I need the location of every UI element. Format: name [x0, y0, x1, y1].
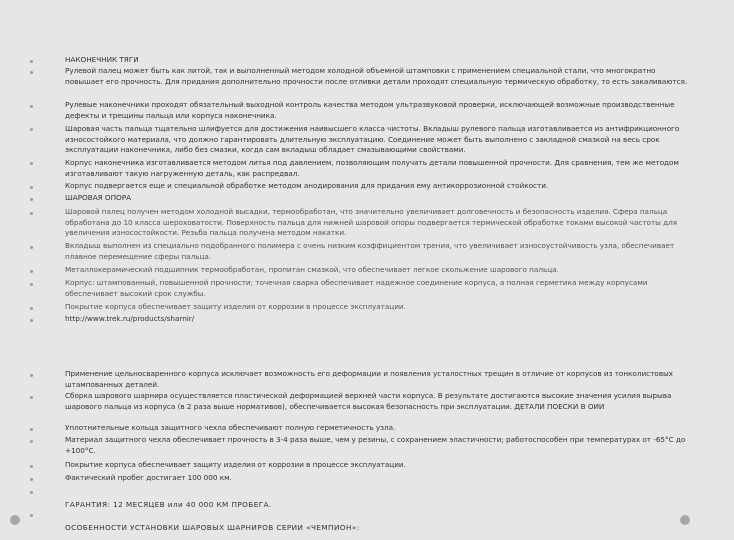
list-item: Корпус: штампованный, повышенной прочности; точечная сварка обеспечивает надежное соединение корпуса, а полная герметика между корпусами обеспечивает высокий срок службы.	[65, 278, 648, 298]
bullet	[30, 319, 33, 322]
bullet	[30, 283, 33, 286]
list-item: Шаровая часть пальца тщательно шлифуется для достижения наивысшего класса чистоты. Вкладыш рулевого пальца изготавливается из антифрикционного износостойкого материала, что должно гарантировать длительную эксплуатацию. Соединение может быть выполнено с закладной смазкой на весь срок эксплуатации наконечника, либо без смазки, когда сам вкладыш обладает смазывающими свойствами.	[65, 124, 680, 155]
list-item: ОСОБЕННОСТИ УСТАНОВКИ ШАРОВЫХ ШАРНИРОВ СЕРИИ «ЧЕМПИОН»:	[65, 523, 360, 532]
bullet	[30, 374, 33, 377]
bullet	[30, 465, 33, 468]
list-item: Корпус наконечника изготавливается методом литья под давлением, позволяющим получать детали повышенной прочности. Для сравнения, тем же методом изготавливают такую нагруженную деталь, как распредвал.	[65, 158, 679, 178]
list-item: ШАРОВАЯ ОПОРА	[65, 193, 132, 202]
bullet	[30, 162, 33, 165]
bullet	[30, 270, 33, 273]
bullet	[30, 440, 33, 443]
bullet	[30, 186, 33, 189]
bullet	[30, 514, 33, 517]
list-item: НАКОНЕЧНИК ТЯГИ	[65, 55, 139, 64]
bullet	[30, 105, 33, 108]
slide-dot-left	[10, 515, 20, 525]
list-item: Покрытие корпуса обеспечивает защиту изделия от коррозии в процессе эксплуатации.	[65, 460, 406, 469]
bullet	[30, 198, 33, 201]
list-item: http://www.trek.ru/products/sharnir/	[65, 314, 195, 323]
list-item: Рулевые наконечники проходят обязательный выходной контроль качества методом ультразвуковой проверки, исключающей возможные производственные дефекты и трещины пальца или корпуса наконечника.	[65, 100, 675, 120]
bullet	[30, 307, 33, 310]
bullet	[30, 428, 33, 431]
bullet	[30, 491, 33, 494]
list-item: Уплотнительные кольца защитного чехла обеспечивают полную герметичность узла.	[65, 423, 396, 432]
slide-dot-right	[680, 515, 690, 525]
list-item: Металлокерамический подшипник термообработан, пропитан смазкой, что обеспечивает легкое скольжение шарового пальца.	[65, 265, 559, 274]
list-item: Покрытие корпуса обеспечивает защиту изделия от коррозии в процессе эксплуатации.	[65, 302, 406, 311]
bullet	[30, 71, 33, 74]
list-item: Сборка шарового шарнира осуществляется пластической деформацией верхней части корпуса. В результате достигаются высокие значения усилия вырыва шарового пальца из корпуса (в 2 раза выше нормативов), обеспечивается высокая безопасность при эксплуатации. ДЕТАЛИ ПОЕСКИ В ОИИ	[65, 391, 672, 411]
list-item: Материал защитного чехла обеспечивает прочность в 3-4 раза выше, чем у резины, с сохранением эластичности; работоспособен при температурах от -65°С до +100°С.	[65, 435, 686, 455]
bullet	[30, 246, 33, 249]
list-item: Применение цельносваренного корпуса исключает возможность его деформации и появления усталостных трещин в отличие от корпусов из тонколистовых штампованных деталей.	[65, 369, 673, 389]
bullet	[30, 478, 33, 481]
bullet	[30, 60, 33, 63]
list-item: Рулевой палец может быть как литой, так и выполненный методом холодной объемной штамповки с применением специальной стали, что многократно повышает его прочность. Для придания дополнительно прочности после отливки детали проходят специальную термическую обработку, то есть закаливаются.	[65, 66, 688, 86]
bullet	[30, 212, 33, 215]
list-item: ГАРАНТИЯ: 12 МЕСЯЦЕВ или 40 000 КМ ПРОБЕГА.	[65, 500, 272, 509]
list-item: Вкладыш выполнен из специально подобранного полимера с очень низким коэффициентом трения, что увеличивает износоустойчивость узла, обеспечивает плавное перемещение сферы пальца.	[65, 241, 675, 261]
list-item: Шаровой палец получен методом холодной высадки, термообработан, что значительно увеличивает долговечность и безопасность изделия. Сфера пальца обработана до 10 класса шероховатости. Поверхность пальца для нижней шаровой опоры подвергается термической обработке токами высокой частоты для увеличения износостойкости. Резьба пальца получена методом накатки.	[65, 207, 678, 238]
list-item: Фактический пробег достигает 100 000 км.	[65, 473, 232, 482]
list-item: Корпус подвергается еще и специальной обработке методом анодирования для придания ему антикоррозионной стойкости.	[65, 181, 549, 190]
bullet	[30, 128, 33, 131]
bullet	[30, 396, 33, 399]
